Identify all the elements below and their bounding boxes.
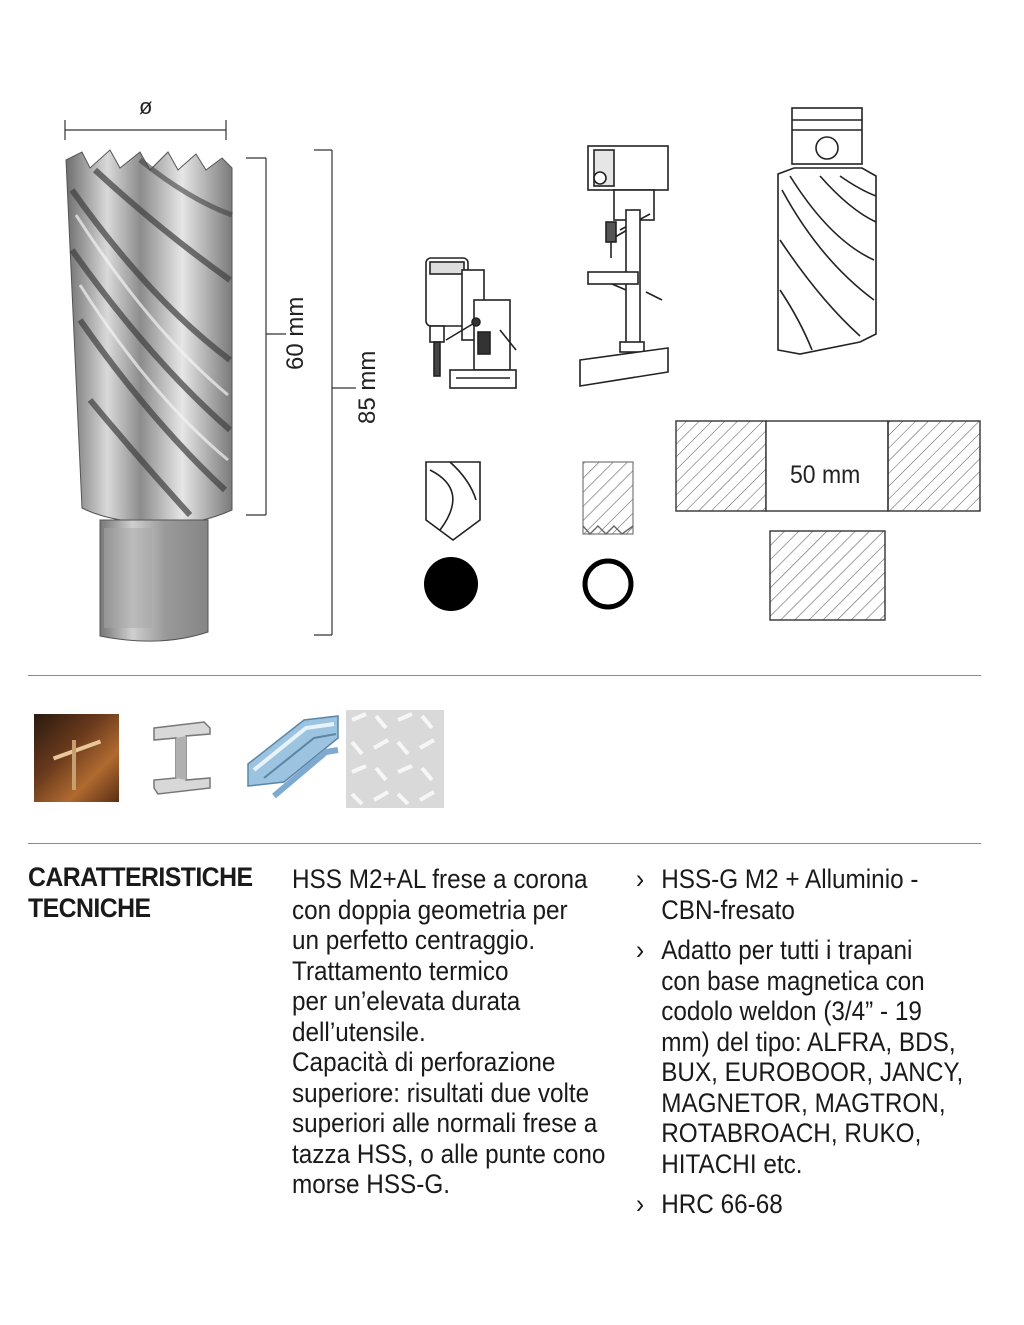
twist-drill-icon [426, 462, 480, 540]
diameter-dimension [65, 120, 226, 140]
bullet-text: HSS-G M2 + Alluminio - CBN-fresato [661, 864, 919, 925]
bullet-text: Adatto per tutti i trapani con base magnetica con codolo weldon (3/4” - 19 mm) del tipo: ALFRA, BDS, BUX, EUROBOOR, JANCY, MAGNETOR, MAGTRON, ROTABROACH, RUKO, HITACHI etc. [661, 935, 964, 1179]
total-length-dimension [314, 150, 356, 635]
bullet-marker-icon: › [636, 1189, 645, 1219]
divider-bottom [28, 843, 981, 844]
specs-title-text: CARATTERISTICHE TECNICHE [28, 862, 253, 923]
profiled-steel-icon [244, 712, 340, 804]
checker-plate-icon [346, 710, 444, 808]
bullet-marker-icon: › [636, 864, 645, 894]
diameter-label: ø [139, 94, 153, 119]
thickness-label: 50 mm [790, 461, 861, 489]
rusted-steel-icon [34, 714, 119, 802]
bullet-text: HRC 66-68 [661, 1189, 783, 1219]
specs-title [28, 862, 258, 924]
list-item [636, 1189, 987, 1220]
specs-description: HSS M2+AL frese a corona con doppia geometria per un perfetto centraggio. Trattamento termico per un’elevata durata dell’utensile. Capacità di perforazione superiore: risultati due volte superiori alle normali frese a tazza HSS, o alle punte cono morse HSS-G. [292, 864, 606, 1199]
list-item [636, 935, 987, 1179]
drill-press-icon [580, 146, 668, 386]
bullet-marker-icon: › [636, 935, 645, 965]
specs-bullet-list [636, 864, 987, 1230]
cutter-sample-icon [583, 462, 633, 534]
material-thickness-drawing [676, 421, 980, 620]
cut-depth-label: 60 mm [282, 296, 309, 370]
total-length-label: 85 mm [354, 350, 381, 424]
magnetic-drill-icon [426, 258, 516, 388]
annular-cutter-image [66, 150, 232, 641]
ring-hole-icon [585, 561, 631, 607]
list-item [636, 864, 987, 925]
divider-top [28, 675, 981, 676]
cut-depth-dimension [246, 158, 286, 515]
solid-hole-icon [424, 557, 478, 611]
i-beam-icon [148, 718, 218, 798]
cutter-drawing-icon [778, 108, 876, 354]
